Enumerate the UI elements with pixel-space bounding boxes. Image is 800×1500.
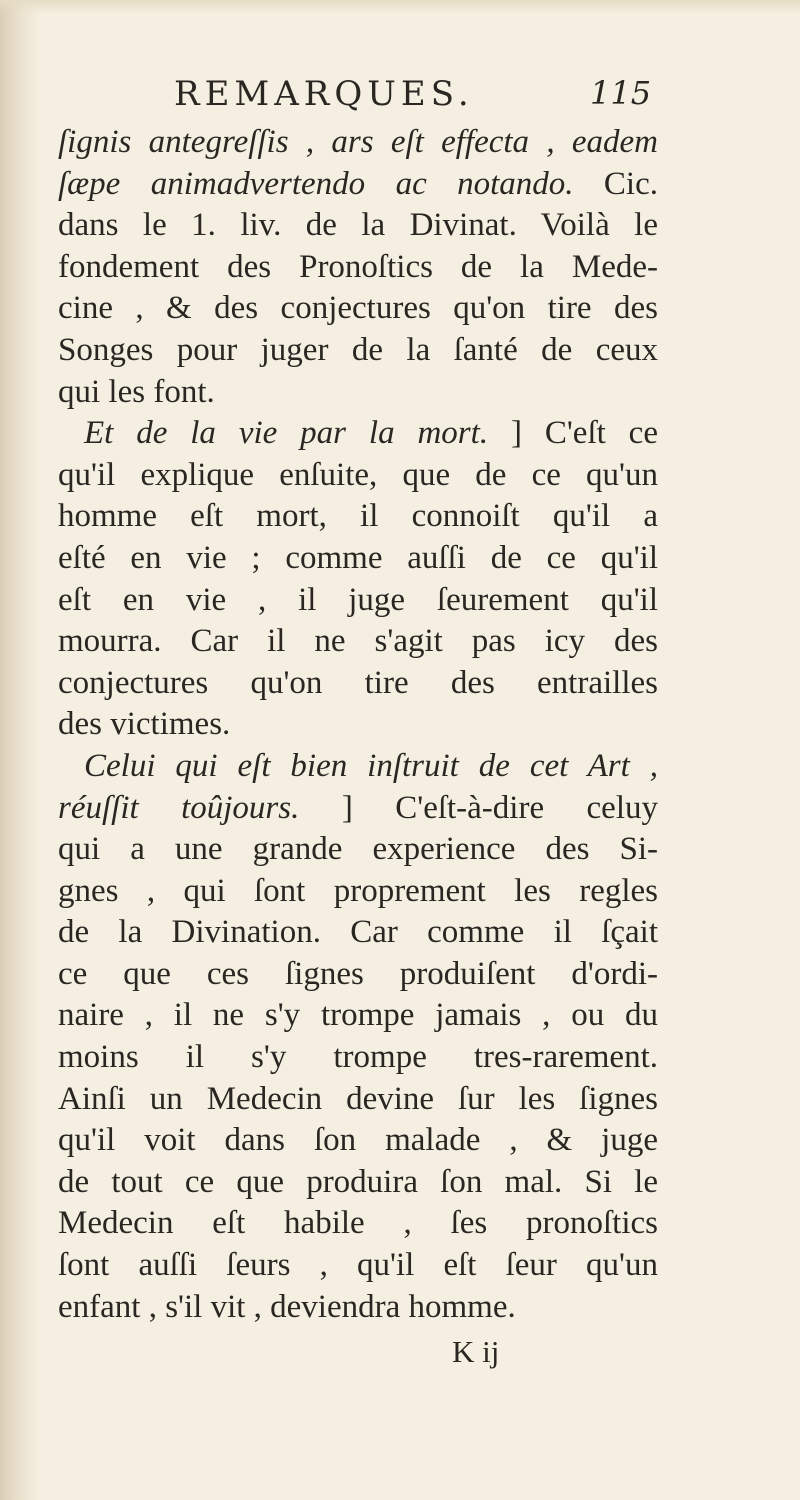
text-line xyxy=(58,1079,658,1121)
text-line xyxy=(58,1245,658,1287)
text-line xyxy=(58,164,658,206)
text-line xyxy=(58,580,658,622)
text-segment: ſont auſſi ſeurs , qu'il eſt ſeur qu'un xyxy=(58,1247,658,1284)
text-segment: dans le 1. liv. de la Divinat. Voilà le xyxy=(58,207,658,244)
text-segment: qu'il explique enſuite, que de ce qu'un xyxy=(58,456,658,493)
text-segment: ] C'eſt-à-dire celuy xyxy=(341,789,659,826)
text-line xyxy=(58,1287,658,1329)
text-line xyxy=(58,995,658,1037)
text-line xyxy=(58,205,658,247)
text-segment: de la Divination. Car comme il ſçait xyxy=(58,914,658,951)
text-segment: eſt en vie , il juge ſeurement qu'il xyxy=(58,581,658,618)
text-line xyxy=(58,746,658,788)
text-segment: fondement des Pronoſtics de la Mede- xyxy=(58,248,658,285)
text-line xyxy=(58,538,658,580)
text-line xyxy=(58,413,658,455)
page-header xyxy=(62,70,662,122)
page-number: 115 xyxy=(590,74,652,112)
text-segment: qui les font. xyxy=(58,373,215,410)
text-line xyxy=(58,621,658,663)
text-segment: eſté en vie ; comme auſſi de ce qu'il xyxy=(58,539,658,576)
italic-segment: Et de la vie par la mort. xyxy=(84,415,511,452)
text-segment: qui a une grande experience des Si- xyxy=(58,831,658,868)
text-segment: homme eſt mort, il connoiſt qu'il a xyxy=(58,498,658,535)
text-line xyxy=(58,372,658,414)
text-segment: ce que ces ſignes produiſent d'ordi- xyxy=(58,955,658,992)
italic-segment: réuſſit toûjours. xyxy=(58,789,342,826)
text-line xyxy=(58,455,658,497)
text-segment: enfant , s'il vit , deviendra homme. xyxy=(58,1288,516,1325)
running-title: REMARQUES. xyxy=(174,74,474,114)
text-segment: Songes pour juger de la ſanté de ceux xyxy=(58,331,658,368)
text-segment: mourra. Car il ne s'agit pas icy des xyxy=(58,623,658,660)
italic-segment: ſignis antegreſſis , ars eſt effecta , eadem xyxy=(58,124,658,160)
text-line xyxy=(58,1120,658,1162)
text-line xyxy=(58,663,658,705)
text-line xyxy=(58,1037,658,1079)
text-line xyxy=(58,122,658,164)
text-line xyxy=(58,288,658,330)
text-segment: Ainſi un Medecin devine ſur les ſignes xyxy=(58,1080,658,1117)
body-text xyxy=(58,122,658,1328)
text-line xyxy=(58,871,658,913)
text-segment: cine , & des conjectures qu'on tire des xyxy=(58,290,658,327)
text-line xyxy=(58,330,658,372)
italic-segment: ſæpe animadvertendo ac notando. xyxy=(58,165,604,202)
text-segment: Cic. xyxy=(603,165,658,202)
text-line xyxy=(58,788,658,830)
text-line xyxy=(58,829,658,871)
text-line xyxy=(58,1162,658,1204)
text-segment: ] C'eſt ce xyxy=(510,415,658,452)
gutter-shadow xyxy=(0,0,40,1500)
text-segment: gnes , qui ſont proprement les regles xyxy=(58,872,658,909)
text-line xyxy=(58,954,658,996)
text-line xyxy=(58,704,658,746)
text-segment: des victimes. xyxy=(58,706,231,743)
text-line xyxy=(58,1203,658,1245)
text-segment: moins il s'y trompe tres-rarement. xyxy=(58,1039,658,1076)
text-segment: Medecin eſt habile , ſes pronoſtics xyxy=(58,1205,658,1242)
signature-mark: K ij xyxy=(452,1334,500,1369)
text-segment: naire , il ne s'y trompe jamais , ou du xyxy=(58,997,658,1034)
text-segment: qu'il voit dans ſon malade , & juge xyxy=(58,1122,658,1159)
page-top-edge xyxy=(0,0,800,14)
text-segment: de tout ce que produira ſon mal. Si le xyxy=(58,1163,658,1200)
text-line xyxy=(58,247,658,289)
text-segment: conjectures qu'on tire des entrailles xyxy=(58,664,658,701)
text-line xyxy=(58,496,658,538)
italic-segment: Celui qui eſt bien inſtruit de cet Art , xyxy=(84,747,658,784)
text-line xyxy=(58,912,658,954)
